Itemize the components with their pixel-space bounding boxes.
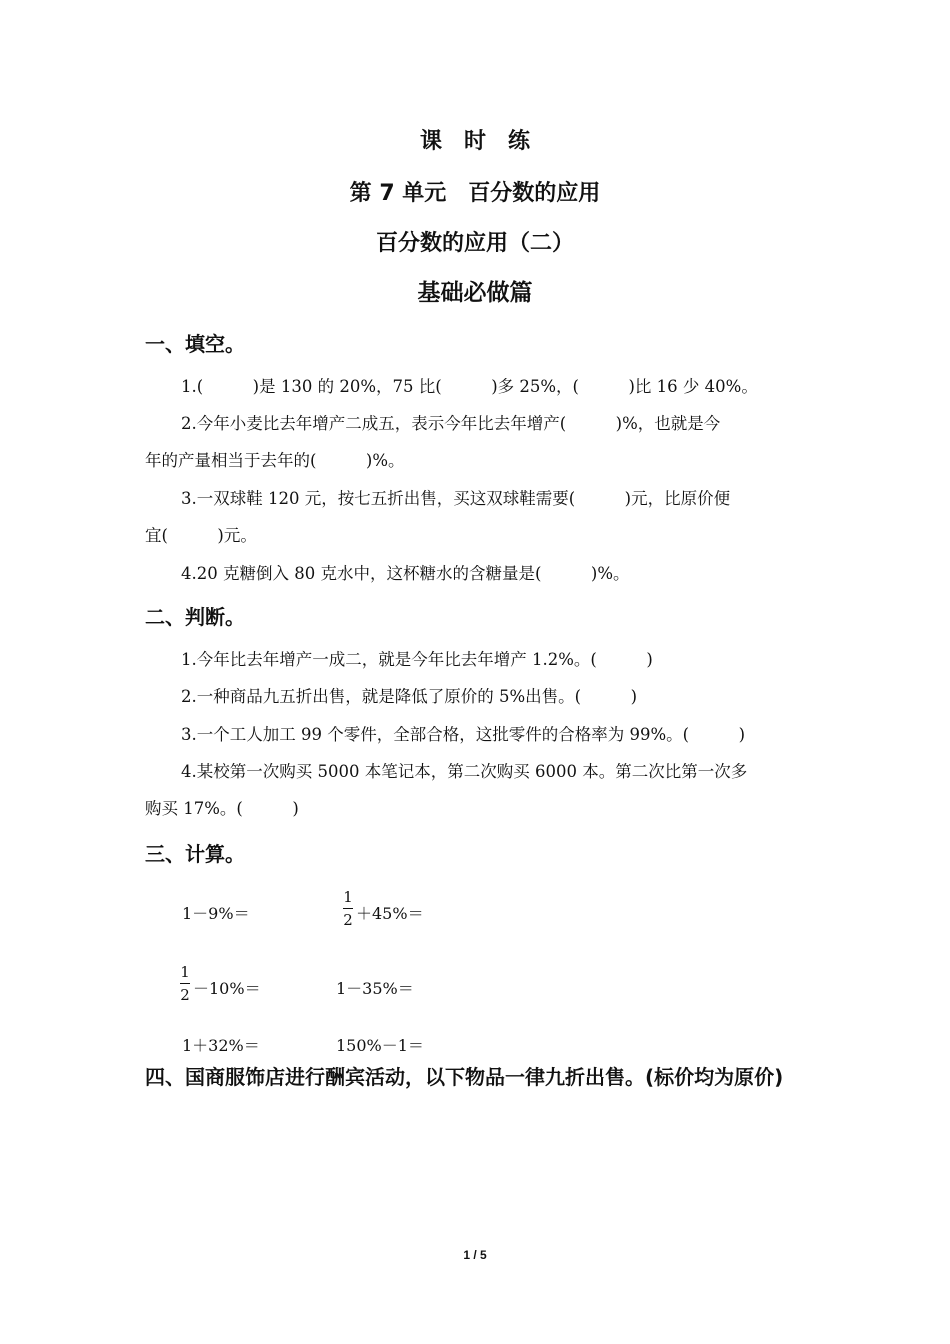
calc-item-3: －10%＝: [193, 979, 261, 998]
judge-question-4-cont: 购买 17%。( ): [145, 799, 299, 818]
fraction-bar: [180, 983, 190, 984]
judge-question-4: 4.某校第一次购买 5000 本笔记本，第二次购买 6000 本。第二次比第一次多: [181, 762, 748, 781]
section-2-heading: 二、判断。: [145, 605, 245, 629]
fill-question-3-cont: 宜( )元。: [145, 526, 257, 545]
section-3-heading: 三、计算。: [145, 842, 245, 866]
fraction-bar: [343, 908, 353, 909]
section-1-heading: 一、填空。: [145, 332, 245, 356]
fill-question-3: 3.一双球鞋 120 元，按七五折出售，买这双球鞋需要( )元，比原价便: [181, 489, 731, 508]
fraction-numerator: 1: [180, 963, 190, 981]
calc-item-6: 150%－1＝: [336, 1036, 424, 1055]
judge-question-1: 1.今年比去年增产一成二，就是今年比去年增产 1.2%。( ): [181, 650, 653, 669]
lesson-title: 百分数的应用（二）: [375, 231, 574, 256]
fill-question-2-cont: 年的产量相当于去年的( )%。: [145, 451, 405, 470]
unit-title: 第 7 单元 百分数的应用: [349, 181, 601, 206]
calc-item-2: ＋45%＝: [356, 904, 424, 923]
fraction-denominator: 2: [343, 911, 353, 929]
judge-question-3: 3.一个工人加工 99 个零件，全部合格，这批零件的合格率为 99%。( ): [181, 725, 746, 744]
fraction-half: [343, 888, 353, 929]
judge-question-2: 2.一种商品九五折出售，就是降低了原价的 5%出售。( ): [181, 687, 638, 706]
fraction-denominator: 2: [180, 986, 190, 1004]
calc-item-5: 1＋32%＝: [182, 1036, 260, 1055]
fill-question-4: 4.20 克糖倒入 80 克水中，这杯糖水的含糖量是( )%。: [181, 564, 630, 583]
fill-question-2: 2.今年小麦比去年增产二成五，表示今年比去年增产( )%，也就是今: [181, 414, 721, 433]
fraction-half: [180, 963, 190, 1004]
calc-item-1: 1－9%＝: [182, 904, 250, 923]
section-4-heading: 四、国商服饰店进行酬宾活动，以下物品一律九折出售。(标价均为原价): [145, 1065, 784, 1089]
document-title: 课时练: [419, 129, 552, 154]
fill-question-1: 1.( )是 130 的 20%，75 比( )多 25%，( )比 16 少 40%。: [181, 377, 758, 396]
page-number: 1 / 5: [463, 1248, 487, 1262]
calc-item-4: 1－35%＝: [336, 979, 414, 998]
fraction-numerator: 1: [343, 888, 353, 906]
level-title: 基础必做篇: [417, 280, 533, 306]
